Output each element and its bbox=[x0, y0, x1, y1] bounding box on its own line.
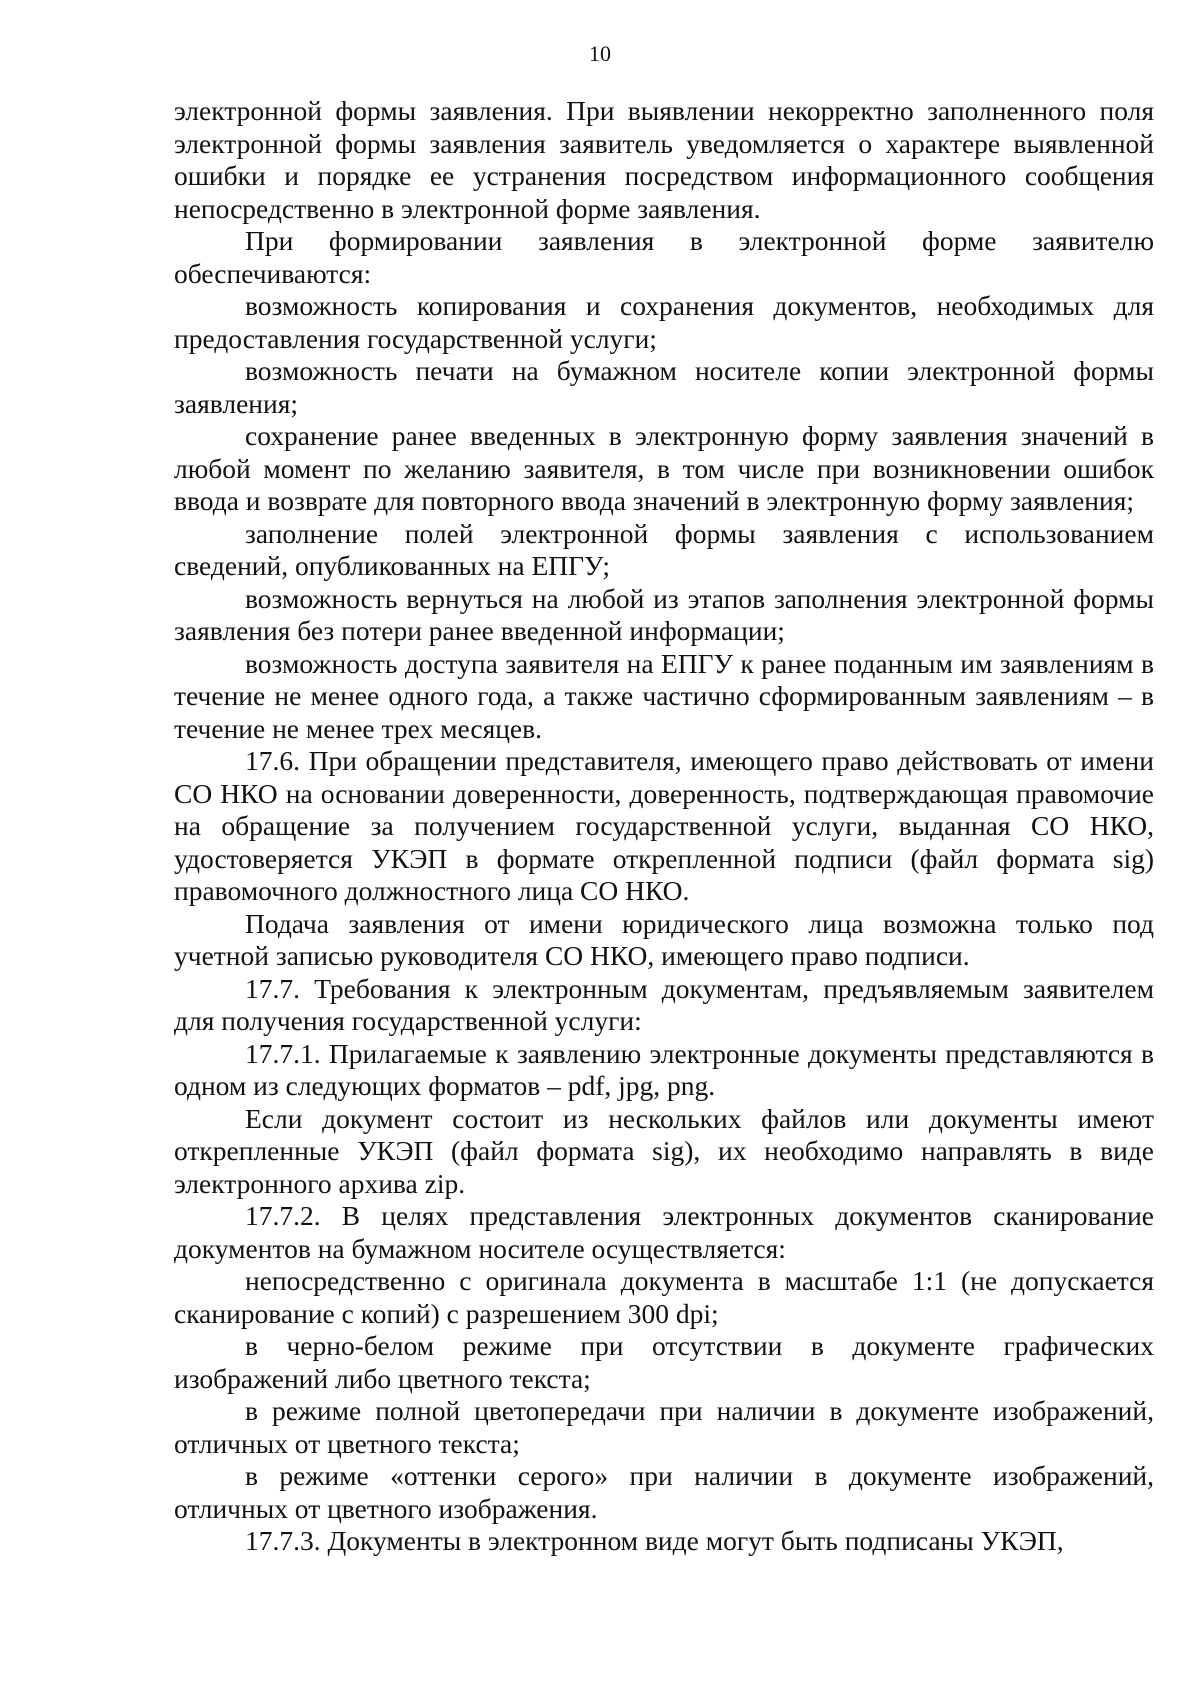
paragraph: При формировании заявления в электронной форме заявителю обеспечиваются: bbox=[174, 225, 1154, 289]
paragraph: в режиме полной цветопередачи при наличии в документе изображений, отличных от цветного текста; bbox=[174, 1395, 1154, 1459]
paragraph: 17.7. Требования к электронным документам, предъявляемым заявителем для получения государственной услуги: bbox=[174, 972, 1154, 1036]
paragraph: Подача заявления от имени юридического лица возможна только под учетной записью руководителя СО НКО, имеющего право подписи. bbox=[174, 907, 1154, 971]
paragraph: электронной формы заявления. При выявлении некорректно заполненного поля электронной формы заявления заявитель уведомляется о характере выявленной ошибки и порядке ее устранения посредством информационного сообщения непосредственно в электронной форме заявления. bbox=[174, 95, 1154, 224]
paragraph: 17.7.2. В целях представления электронных документов сканирование документов на бумажном носителе осуществляется: bbox=[174, 1200, 1154, 1264]
paragraph: сохранение ранее введенных в электронную форму заявления значений в любой момент по желанию заявителя, в том числе при возникновении ошибок ввода и возврате для повторного ввода значений в электронную форму заявления; bbox=[174, 420, 1154, 516]
paragraph: в режиме «оттенки серого» при наличии в документе изображений, отличных от цветного изображения. bbox=[174, 1460, 1154, 1524]
paragraph: заполнение полей электронной формы заявления с использованием сведений, опубликованных на ЕПГУ; bbox=[174, 517, 1154, 581]
page-number: 10 bbox=[589, 41, 611, 66]
paragraph: 17.6. При обращении представителя, имеющего право действовать от имени СО НКО на основании доверенности, доверенность, подтверждающая правомочие на обращение за получением государственной услуги, выданная СО НКО, удостоверяется УКЭП в формате открепленной подписи (файл формата sig) правомочного должностного лица СО НКО. bbox=[174, 745, 1154, 906]
paragraph: в черно-белом режиме при отсутствии в документе графических изображений либо цветного текста; bbox=[174, 1330, 1154, 1394]
paragraph: возможность копирования и сохранения документов, необходимых для предоставления государственной услуги; bbox=[174, 290, 1154, 354]
paragraph: возможность печати на бумажном носителе копии электронной формы заявления; bbox=[174, 355, 1154, 419]
paragraph: непосредственно с оригинала документа в масштабе 1:1 (не допускается сканирование с копий) с разрешением 300 dpi; bbox=[174, 1265, 1154, 1329]
paragraph: возможность вернуться на любой из этапов заполнения электронной формы заявления без потери ранее введенной информации; bbox=[174, 582, 1154, 646]
paragraph: возможность доступа заявителя на ЕПГУ к ранее поданным им заявлениям в течение не менее одного года, а также частично сформированным заявлениям – в течение не менее трех месяцев. bbox=[174, 647, 1154, 744]
paragraph: Если документ состоит из нескольких файлов или документы имеют открепленные УКЭП (файл формата sig), их необходимо направлять в виде электронного архива zip. bbox=[174, 1102, 1154, 1199]
paragraph: 17.7.3. Документы в электронном виде могут быть подписаны УКЭП, bbox=[245, 1525, 1064, 1556]
document-body bbox=[174, 95, 1154, 1558]
paragraph: 17.7.1. Прилагаемые к заявлению электронные документы представляются в одном из следующих форматов – pdf, jpg, png. bbox=[174, 1037, 1154, 1101]
